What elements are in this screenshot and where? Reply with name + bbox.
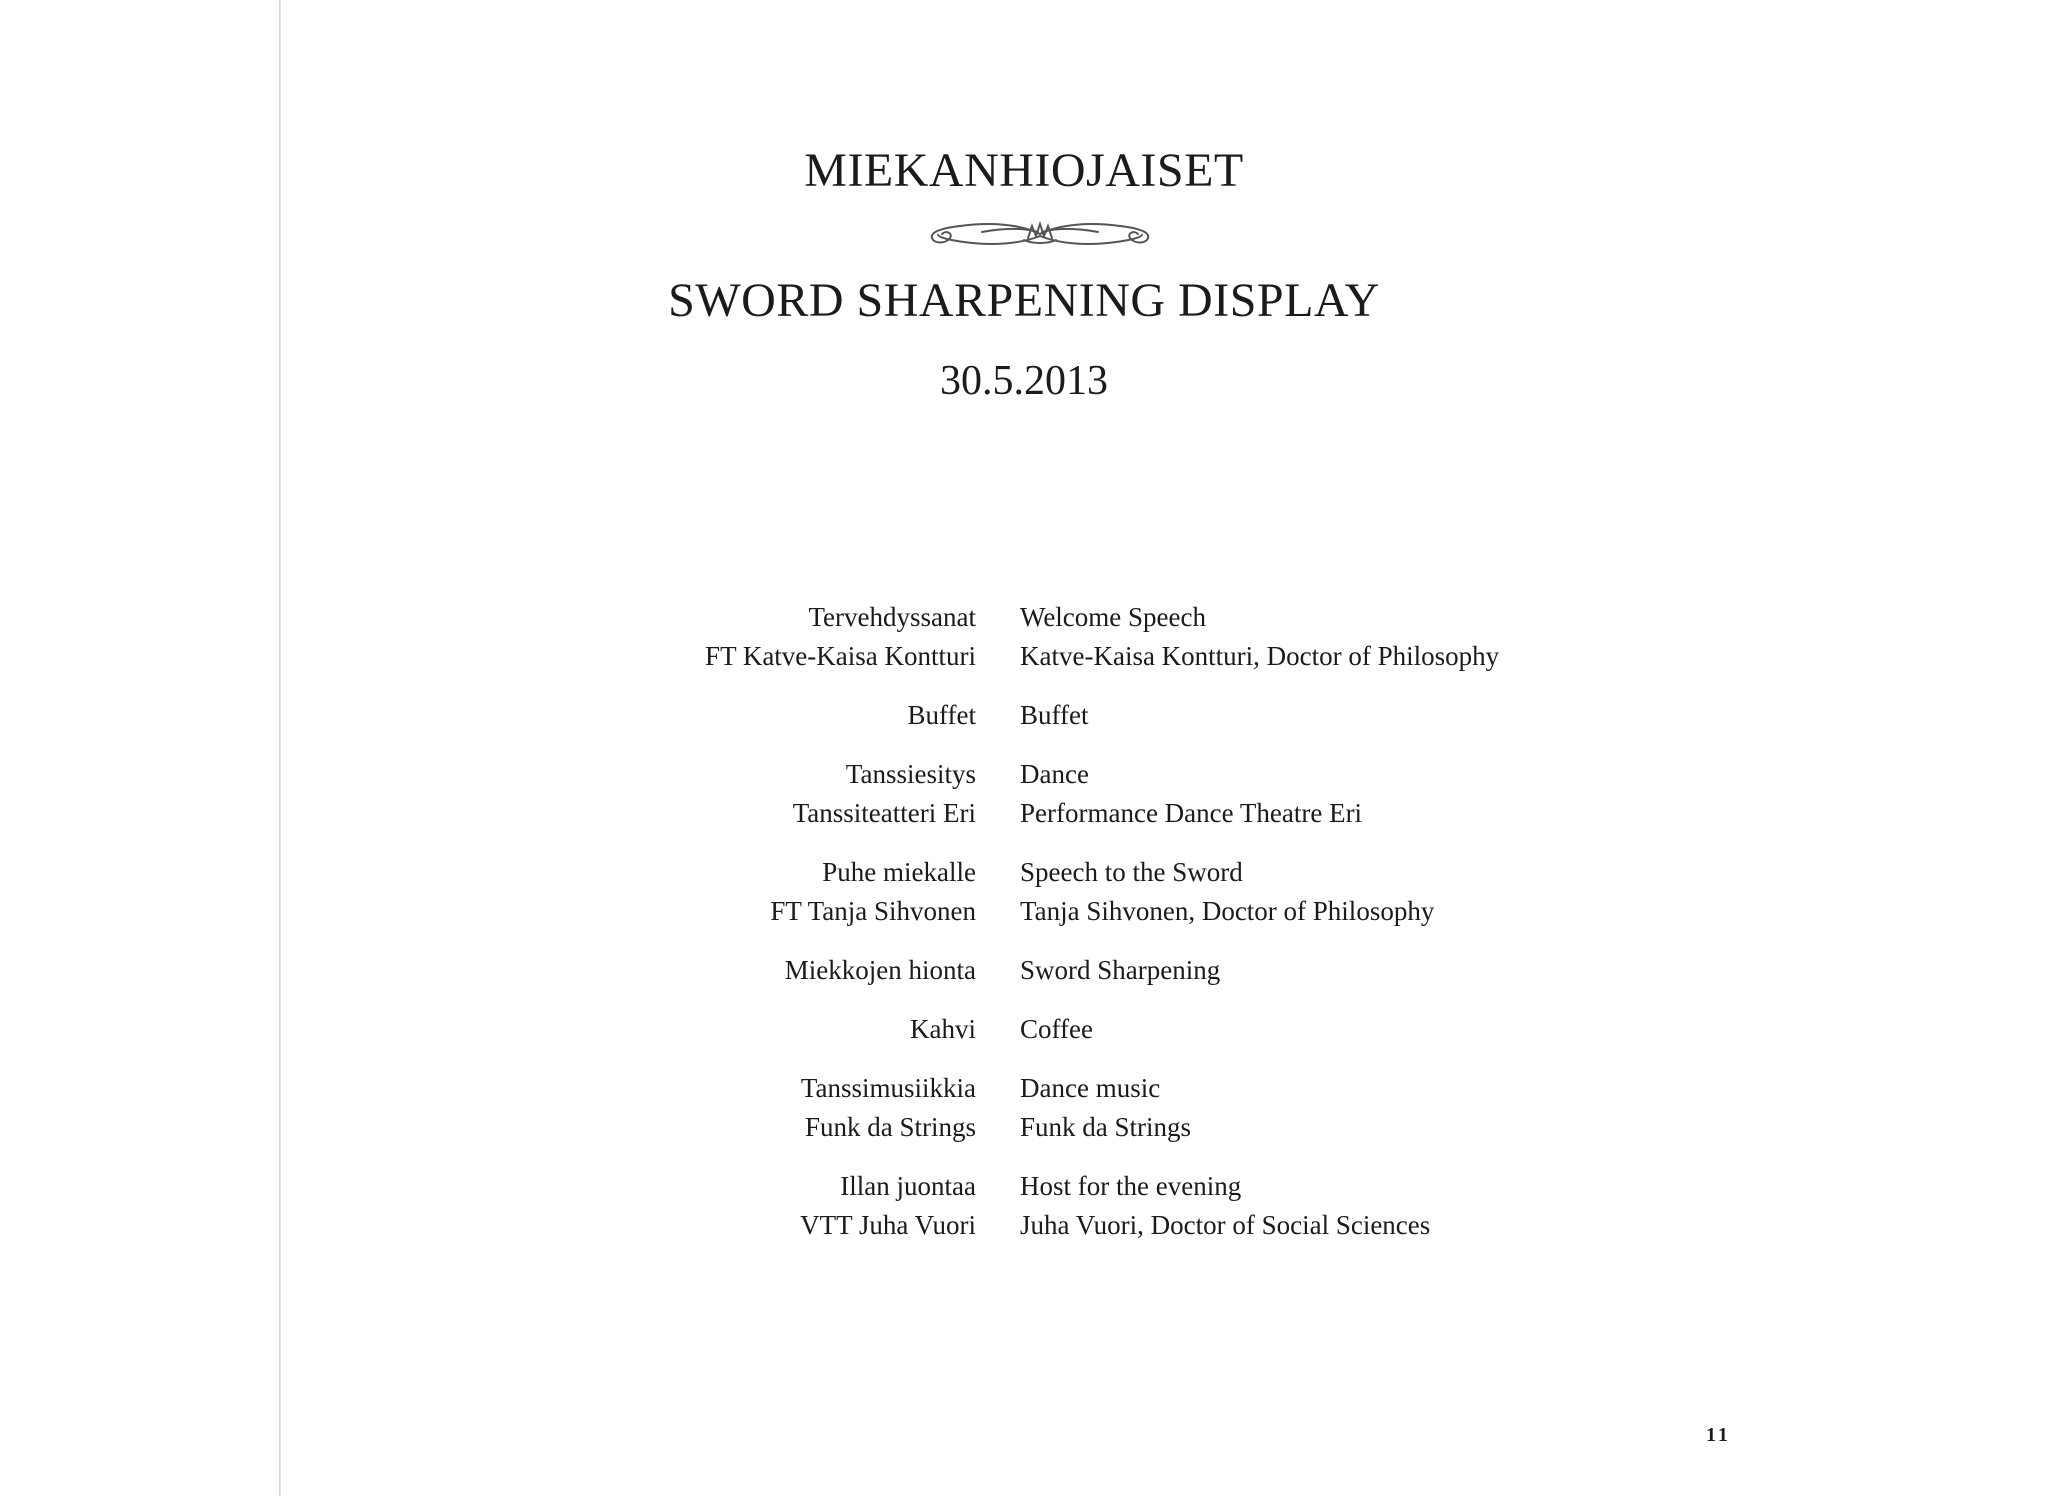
finnish-column [0, 598, 1020, 676]
finnish-column [0, 1010, 1020, 1049]
item-person-en: Juha Vuori, Doctor of Social Sciences [1020, 1210, 1431, 1240]
item-title-en: Coffee [1020, 1014, 1093, 1044]
item-title-en: Host for the evening [1020, 1171, 1242, 1201]
item-title-fi: Puhe miekalle [822, 857, 976, 887]
programme-item-dance [0, 755, 2048, 833]
finnish-column [0, 951, 1020, 990]
item-title-fi: Buffet [907, 700, 976, 730]
item-title-fi: Tanssimusiikkia [800, 1073, 976, 1103]
flourish-divider-icon [920, 216, 1160, 252]
item-person-fi: Funk da Strings [804, 1112, 976, 1142]
page-number: 11 [1706, 1424, 1731, 1446]
event-date: 30.5.2013 [940, 358, 1108, 404]
english-column [1020, 951, 2048, 990]
finnish-column [0, 853, 1020, 931]
programme-item-speech [0, 853, 2048, 931]
title-finnish: MIEKANHIOJAISET [804, 144, 1244, 197]
item-person-fi: FT Katve-Kaisa Kontturi [705, 641, 976, 671]
item-title-en: Buffet [1020, 700, 1089, 730]
item-title-fi: Illan juontaa [840, 1171, 976, 1201]
item-title-en: Dance [1020, 759, 1089, 789]
item-title-fi: Tervehdyssanat [808, 602, 976, 632]
programme-list [0, 598, 2048, 1265]
programme-item-music [0, 1069, 2048, 1147]
item-person-en: Performance Dance Theatre Eri [1020, 798, 1363, 828]
finnish-column [0, 1069, 1020, 1147]
item-title-fi: Miekkojen hionta [784, 955, 976, 985]
item-title-en: Welcome Speech [1020, 602, 1206, 632]
english-column [1020, 598, 2048, 676]
item-title-en: Speech to the Sword [1020, 857, 1243, 887]
item-person-en: Funk da Strings [1020, 1112, 1192, 1142]
item-person-fi: FT Tanja Sihvonen [770, 896, 976, 926]
item-title-en: Sword Sharpening [1020, 955, 1221, 985]
english-column [1020, 1010, 2048, 1049]
english-column [1020, 696, 2048, 735]
english-column [1020, 853, 2048, 931]
item-title-fi: Tanssiesitys [845, 759, 976, 789]
english-column [1020, 1167, 2048, 1245]
page-header [0, 0, 2048, 440]
programme-item-sharpening [0, 951, 2048, 990]
item-person-fi: Tanssiteatteri Eri [792, 798, 976, 828]
programme-item-coffee [0, 1010, 2048, 1049]
item-title-fi: Kahvi [910, 1014, 976, 1044]
item-person-en: Katve-Kaisa Kontturi, Doctor of Philosophy [1020, 641, 1500, 671]
english-column [1020, 1069, 2048, 1147]
item-title-en: Dance music [1020, 1073, 1161, 1103]
programme-item-buffet [0, 696, 2048, 735]
programme-item-welcome [0, 598, 2048, 676]
english-column [1020, 755, 2048, 833]
finnish-column [0, 696, 1020, 735]
title-english: SWORD SHARPENING DISPLAY [668, 274, 1380, 327]
programme-item-host [0, 1167, 2048, 1245]
item-person-fi: VTT Juha Vuori [800, 1210, 976, 1240]
finnish-column [0, 755, 1020, 833]
finnish-column [0, 1167, 1020, 1245]
item-person-en: Tanja Sihvonen, Doctor of Philosophy [1020, 896, 1435, 926]
